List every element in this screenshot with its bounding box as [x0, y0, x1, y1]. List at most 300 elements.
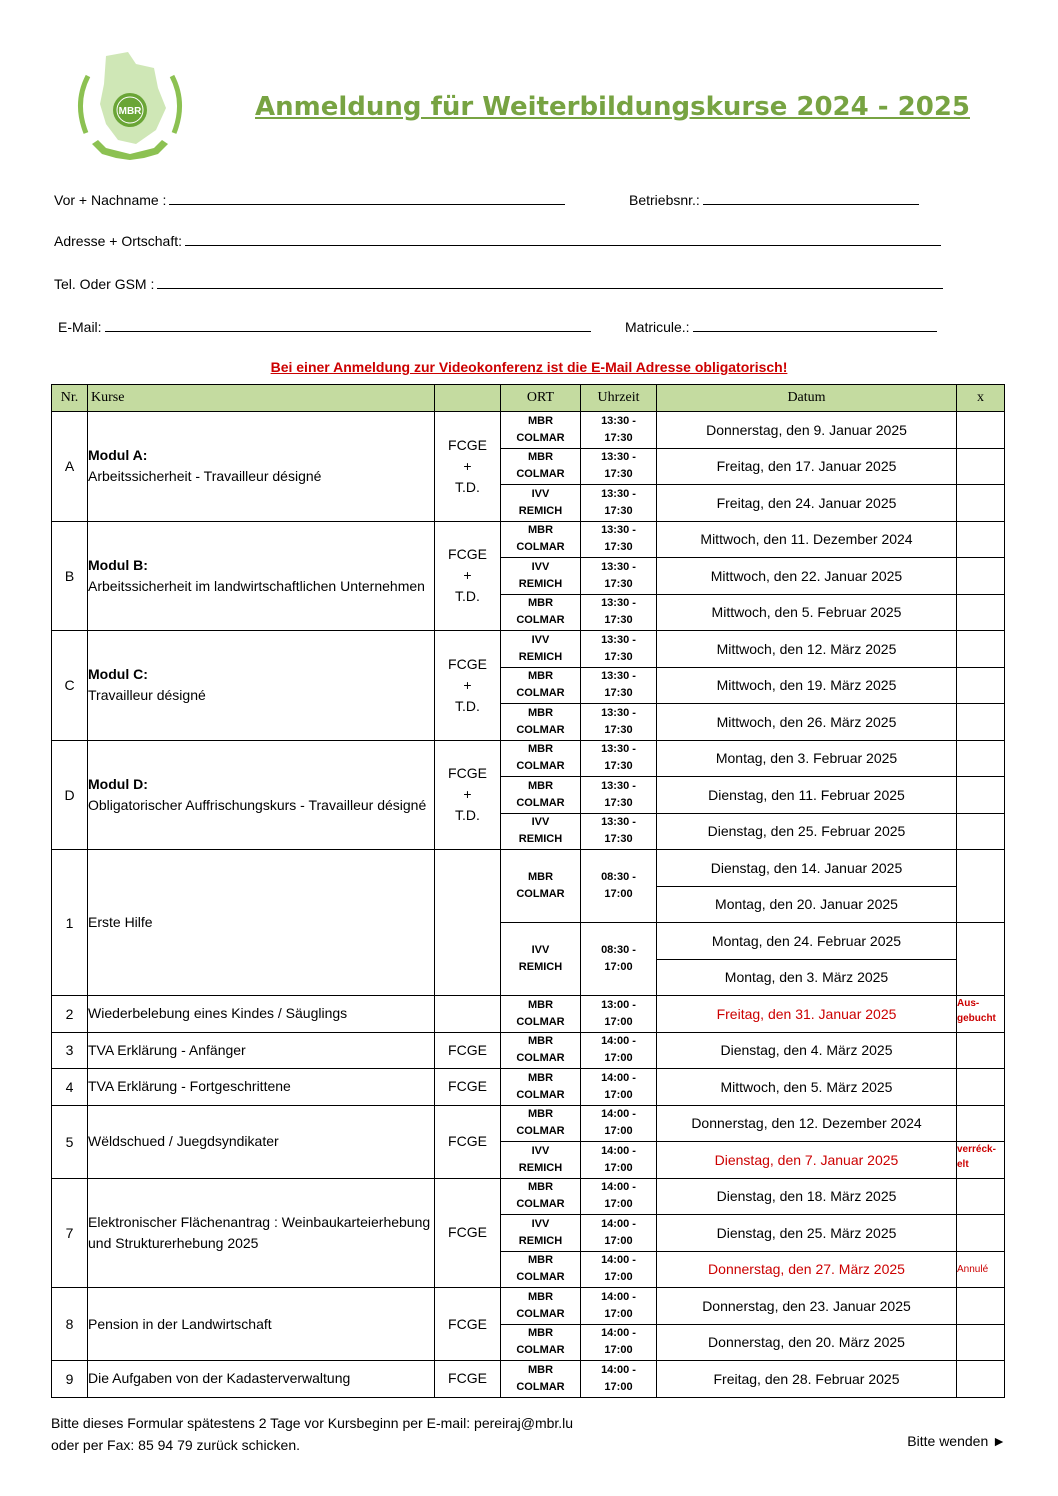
- text-line: 13:30 -: [601, 706, 636, 719]
- text-line: COLMAR: [516, 760, 565, 773]
- session-time: [581, 1324, 657, 1361]
- session-time: [581, 448, 657, 485]
- text-line: 13:30 -: [601, 524, 636, 537]
- text-line: MBR: [527, 1035, 554, 1048]
- matricule-label: Matricule.:: [625, 319, 690, 335]
- text-line: MBR: [527, 524, 554, 537]
- text-line: 17:00: [604, 1344, 633, 1357]
- course-number: 3: [52, 1032, 88, 1069]
- course-title: [88, 1178, 435, 1288]
- text-line: REMICH: [518, 650, 563, 663]
- mbr-logo: [66, 48, 194, 170]
- session-checkbox[interactable]: [957, 448, 1005, 485]
- session-checkbox[interactable]: [957, 813, 1005, 850]
- table-row: [52, 412, 1005, 449]
- text-line: REMICH: [518, 1234, 563, 1247]
- text-line: FCGE: [448, 765, 487, 782]
- session-checkbox[interactable]: [957, 740, 1005, 777]
- header-nr: Nr.: [52, 385, 88, 412]
- session-location: [501, 813, 581, 850]
- session-time: [581, 1032, 657, 1069]
- text-line: MBR: [527, 1254, 554, 1267]
- footer-line-1: Bitte dieses Formular spätestens 2 Tage vor Kursbeginn per E-mail: pereiraj@mbr.lu: [51, 1415, 574, 1431]
- text-line: REMICH: [518, 961, 563, 973]
- text-line: MBR: [527, 670, 554, 683]
- text-line: MBR: [527, 998, 554, 1011]
- text-line: 17:00: [604, 961, 633, 973]
- session-location: [501, 850, 581, 923]
- text-line: COLMAR: [516, 888, 565, 900]
- session-checkbox[interactable]: [957, 594, 1005, 631]
- session-time: [581, 558, 657, 595]
- header-ort: ORT: [501, 385, 581, 412]
- course-description: Wiederbelebung eines Kindes / Säuglings: [88, 1005, 348, 1022]
- course-organisation: FCGE: [435, 1105, 501, 1178]
- text-line: 17:30: [604, 541, 633, 554]
- session-date: Donnerstag, den 23. Januar 2025: [657, 1288, 957, 1325]
- session-checkbox[interactable]: [957, 1069, 1005, 1106]
- session-checkbox[interactable]: [957, 667, 1005, 704]
- session-date: Donnerstag, den 20. März 2025: [657, 1324, 957, 1361]
- course-number: 7: [52, 1178, 88, 1288]
- text-line: COLMAR: [516, 1271, 565, 1284]
- session-date: Dienstag, den 25. März 2025: [657, 1215, 957, 1252]
- text-line: IVV: [531, 944, 550, 956]
- session-location: [501, 1142, 581, 1179]
- header-kurse: Kurse: [88, 385, 435, 412]
- courses-table: [51, 384, 1005, 1398]
- session-date: Mittwoch, den 22. Januar 2025: [657, 558, 957, 595]
- text-line: +: [463, 457, 472, 474]
- session-location: [501, 704, 581, 741]
- text-line: COLMAR: [516, 1125, 565, 1138]
- text-line: MBR: [527, 1327, 554, 1340]
- course-title: [88, 1105, 435, 1178]
- table-row: [52, 850, 1005, 887]
- table-row: [52, 996, 1005, 1033]
- session-checkbox[interactable]: [957, 412, 1005, 449]
- text-line: 17:30: [604, 760, 633, 773]
- text-line: 13:30 -: [601, 597, 636, 610]
- text-line: 14:00 -: [601, 1035, 636, 1048]
- table-row: [52, 1105, 1005, 1142]
- text-line: MBR: [527, 743, 554, 756]
- session-location: [501, 594, 581, 631]
- session-location: [501, 448, 581, 485]
- session-time: [581, 667, 657, 704]
- page-title: Anmeldung für Weiterbildungskurse 2024 - 2025: [255, 92, 970, 122]
- text-line: 17:30: [604, 650, 633, 663]
- session-location: [501, 1215, 581, 1252]
- session-time: [581, 1215, 657, 1252]
- text-line: 17:00: [604, 1380, 633, 1393]
- table-row: [52, 1069, 1005, 1106]
- session-date: Freitag, den 24. Januar 2025: [657, 485, 957, 522]
- text-line: 14:00 -: [601, 1217, 636, 1230]
- session-checkbox[interactable]: [957, 1105, 1005, 1142]
- footer-instructions: [51, 1412, 573, 1456]
- text-line: FCGE: [448, 546, 487, 563]
- course-number: 4: [52, 1069, 88, 1106]
- session-checkbox[interactable]: [957, 1142, 1005, 1179]
- session-date: Dienstag, den 4. März 2025: [657, 1032, 957, 1069]
- session-location: [501, 1288, 581, 1325]
- text-line: 17:30: [604, 796, 633, 809]
- session-time: [581, 631, 657, 668]
- session-date: Montag, den 24. Februar 2025: [657, 923, 957, 960]
- text-line: 08:30 -: [601, 871, 636, 883]
- session-time: [581, 813, 657, 850]
- session-date: Dienstag, den 25. Februar 2025: [657, 813, 957, 850]
- text-line: IVV: [531, 487, 550, 500]
- course-organisation: FCGE: [435, 1361, 501, 1398]
- text-line: MBR: [527, 414, 554, 427]
- text-line: 17:00: [604, 1198, 633, 1211]
- email-field[interactable]: [58, 319, 591, 335]
- table-row: [52, 1288, 1005, 1325]
- text-line: 13:30 -: [601, 633, 636, 646]
- session-checkbox[interactable]: [957, 558, 1005, 595]
- session-checkbox[interactable]: Annulé: [957, 1251, 1005, 1288]
- session-location: [501, 1251, 581, 1288]
- text-line: 17:00: [604, 1052, 633, 1065]
- session-location: [501, 485, 581, 522]
- session-date: Mittwoch, den 12. März 2025: [657, 631, 957, 668]
- course-organisation: [435, 740, 501, 850]
- course-module-title: Modul B:: [88, 556, 148, 573]
- session-checkbox[interactable]: [957, 521, 1005, 558]
- session-location: [501, 1178, 581, 1215]
- table-row: [52, 1032, 1005, 1069]
- session-location: [501, 777, 581, 814]
- course-description: Obligatorischer Auffrischungskurs - Travailleur désigné: [88, 796, 427, 813]
- course-title: [88, 631, 435, 741]
- course-description: Elektronischer Flächenantrag : Weinbaukarteierhebung und Strukturerhebung 2025: [88, 1213, 431, 1251]
- session-time: [581, 923, 657, 996]
- text-line: COLMAR: [516, 1344, 565, 1357]
- text-line: MBR: [527, 1363, 554, 1376]
- text-line: MBR: [527, 1290, 554, 1303]
- course-description: Wëldschued / Juegdsyndikater: [88, 1133, 279, 1149]
- session-date: Freitag, den 17. Januar 2025: [657, 448, 957, 485]
- course-number: 9: [52, 1361, 88, 1398]
- text-line: +: [463, 676, 472, 693]
- text-line: 17:00: [604, 888, 633, 900]
- course-organisation: [435, 850, 501, 996]
- text-line: 17:00: [604, 1015, 633, 1028]
- course-number: A: [52, 412, 88, 522]
- text-line: +: [463, 786, 472, 803]
- text-line: 17:30: [604, 577, 633, 590]
- text-line: T.D.: [455, 588, 480, 605]
- session-location: [501, 1032, 581, 1069]
- course-title: [88, 1069, 435, 1106]
- course-organisation: FCGE: [435, 1069, 501, 1106]
- session-checkbox[interactable]: [957, 1032, 1005, 1069]
- session-time: [581, 1142, 657, 1179]
- course-title: [88, 521, 435, 631]
- header-uhrzeit: Uhrzeit: [581, 385, 657, 412]
- session-date: Donnerstag, den 27. März 2025: [657, 1251, 957, 1288]
- course-module-title: Modul A:: [88, 447, 148, 464]
- course-organisation: FCGE: [435, 1288, 501, 1361]
- session-location: [501, 996, 581, 1033]
- session-time: [581, 740, 657, 777]
- name-field[interactable]: [54, 192, 565, 208]
- text-line: 17:30: [604, 723, 633, 736]
- course-module-title: Modul D:: [88, 775, 148, 792]
- text-line: T.D.: [455, 478, 480, 495]
- course-number: 1: [52, 850, 88, 996]
- session-time: [581, 1105, 657, 1142]
- text-line: IVV: [531, 560, 550, 573]
- session-checkbox[interactable]: [957, 1215, 1005, 1252]
- text-line: 13:30 -: [601, 414, 636, 427]
- adresse-label: Adresse + Ortschaft:: [54, 233, 182, 249]
- text-line: COLMAR: [516, 723, 565, 736]
- course-number: 8: [52, 1288, 88, 1361]
- matricule-field[interactable]: [625, 319, 937, 335]
- session-location: [501, 1069, 581, 1106]
- text-line: 13:30 -: [601, 743, 636, 756]
- text-line: 17:00: [604, 1088, 633, 1101]
- course-number: B: [52, 521, 88, 631]
- logo-text: MBR: [118, 106, 142, 117]
- text-line: REMICH: [518, 577, 563, 590]
- text-line: COLMAR: [516, 614, 565, 627]
- text-line: 14:00 -: [601, 1071, 636, 1084]
- text-line: 17:30: [604, 431, 633, 444]
- course-organisation: [435, 631, 501, 741]
- text-line: elt: [957, 1159, 969, 1170]
- text-line: 17:00: [604, 1161, 633, 1174]
- table-row: [52, 521, 1005, 558]
- session-checkbox[interactable]: [957, 1288, 1005, 1325]
- text-line: COLMAR: [516, 468, 565, 481]
- session-date: Mittwoch, den 19. März 2025: [657, 667, 957, 704]
- session-date: Montag, den 3. März 2025: [657, 959, 957, 996]
- course-description: TVA Erklärung - Anfänger: [88, 1041, 246, 1058]
- course-module-title: Modul C:: [88, 666, 148, 683]
- text-line: 14:00 -: [601, 1290, 636, 1303]
- course-number: C: [52, 631, 88, 741]
- text-line: IVV: [531, 1217, 550, 1230]
- course-description: Erste Hilfe: [88, 914, 153, 930]
- course-description: Arbeitssicherheit - Travailleur désigné: [88, 468, 322, 485]
- session-time: [581, 485, 657, 522]
- text-line: MBR: [527, 706, 554, 719]
- session-time: [581, 1361, 657, 1398]
- text-line: MBR: [527, 1181, 554, 1194]
- session-date: Mittwoch, den 5. Februar 2025: [657, 594, 957, 631]
- table-row: [52, 1178, 1005, 1215]
- session-location: [501, 923, 581, 996]
- session-location: [501, 1105, 581, 1142]
- course-title: [88, 1288, 435, 1361]
- course-title: [88, 1361, 435, 1398]
- session-time: [581, 1178, 657, 1215]
- session-checkbox[interactable]: [957, 1324, 1005, 1361]
- text-line: 14:00 -: [601, 1108, 636, 1121]
- text-line: COLMAR: [516, 1088, 565, 1101]
- text-line: MBR: [527, 871, 554, 883]
- text-line: T.D.: [455, 807, 480, 824]
- text-line: COLMAR: [516, 687, 565, 700]
- session-time: [581, 1069, 657, 1106]
- text-line: 17:30: [604, 468, 633, 481]
- text-line: FCGE: [448, 436, 487, 453]
- session-date: Dienstag, den 11. Februar 2025: [657, 777, 957, 814]
- session-location: [501, 631, 581, 668]
- text-line: REMICH: [518, 833, 563, 846]
- session-time: [581, 521, 657, 558]
- text-line: 13:30 -: [601, 670, 636, 683]
- tel-field[interactable]: [54, 276, 943, 292]
- session-checkbox[interactable]: [957, 923, 1005, 996]
- text-line: COLMAR: [516, 1380, 565, 1393]
- text-line: 17:30: [604, 504, 633, 517]
- text-line: 13:30 -: [601, 779, 636, 792]
- header-x: x: [957, 385, 1005, 412]
- session-time: [581, 777, 657, 814]
- course-title: [88, 412, 435, 522]
- course-description: Die Aufgaben von der Kadasterverwaltung: [88, 1370, 351, 1387]
- text-line: +: [463, 567, 472, 584]
- course-organisation: FCGE: [435, 1032, 501, 1069]
- footer-line-2: oder per Fax: 85 94 79 zurück schicken.: [51, 1437, 301, 1453]
- course-number: 5: [52, 1105, 88, 1178]
- text-line: 13:30 -: [601, 451, 636, 464]
- adresse-field[interactable]: [54, 233, 941, 249]
- session-date: Mittwoch, den 26. März 2025: [657, 704, 957, 741]
- course-description: TVA Erklärung - Fortgeschrittene: [88, 1078, 291, 1095]
- session-date: Montag, den 3. Februar 2025: [657, 740, 957, 777]
- table-header-row: [52, 385, 1005, 412]
- table-row: [52, 740, 1005, 777]
- course-description: Arbeitssicherheit im landwirtschaftlichen Unternehmen: [88, 577, 425, 594]
- session-time: [581, 704, 657, 741]
- text-line: 14:00 -: [601, 1327, 636, 1340]
- text-line: COLMAR: [516, 1198, 565, 1211]
- text-line: 17:30: [604, 614, 633, 627]
- session-time: [581, 1251, 657, 1288]
- text-line: gebucht: [957, 1013, 996, 1024]
- session-date: Donnerstag, den 9. Januar 2025: [657, 412, 957, 449]
- text-line: 13:30 -: [601, 560, 636, 573]
- text-line: MBR: [527, 451, 554, 464]
- text-line: COLMAR: [516, 1307, 565, 1320]
- text-line: IVV: [531, 1144, 550, 1157]
- course-title: [88, 1032, 435, 1069]
- header-datum: Datum: [657, 385, 957, 412]
- text-line: MBR: [527, 1108, 554, 1121]
- betriebsnr-label: Betriebsnr.:: [629, 192, 700, 208]
- session-location: [501, 667, 581, 704]
- table-row: [52, 1361, 1005, 1398]
- text-line: COLMAR: [516, 1052, 565, 1065]
- text-line: FCGE: [448, 655, 487, 672]
- text-line: IVV: [531, 816, 550, 829]
- session-date: Dienstag, den 14. Januar 2025: [657, 850, 957, 887]
- course-description: Travailleur désigné: [88, 687, 206, 704]
- text-line: 13:30 -: [601, 816, 636, 829]
- session-checkbox[interactable]: [957, 485, 1005, 522]
- session-checkbox[interactable]: [957, 850, 1005, 923]
- header-organisation: [435, 385, 501, 412]
- session-date: Donnerstag, den 12. Dezember 2024: [657, 1105, 957, 1142]
- session-location: [501, 740, 581, 777]
- course-number: 2: [52, 996, 88, 1033]
- text-line: REMICH: [518, 504, 563, 517]
- course-organisation: [435, 521, 501, 631]
- session-time: [581, 594, 657, 631]
- text-line: verréck-: [957, 1144, 996, 1155]
- course-organisation: FCGE: [435, 1178, 501, 1288]
- table-row: [52, 631, 1005, 668]
- session-checkbox[interactable]: [957, 1178, 1005, 1215]
- betriebsnr-field[interactable]: [629, 192, 919, 208]
- session-date: Freitag, den 28. Februar 2025: [657, 1361, 957, 1398]
- session-checkbox[interactable]: [957, 777, 1005, 814]
- session-time: [581, 850, 657, 923]
- session-checkbox[interactable]: [957, 704, 1005, 741]
- session-location: [501, 1361, 581, 1398]
- session-checkbox[interactable]: [957, 1361, 1005, 1398]
- session-checkbox[interactable]: [957, 996, 1005, 1033]
- session-date: Dienstag, den 18. März 2025: [657, 1178, 957, 1215]
- text-line: 14:00 -: [601, 1254, 636, 1267]
- text-line: 17:00: [604, 1125, 633, 1138]
- course-organisation: [435, 412, 501, 522]
- text-line: COLMAR: [516, 541, 565, 554]
- session-time: [581, 996, 657, 1033]
- email-label: E-Mail:: [58, 319, 102, 335]
- text-line: COLMAR: [516, 1015, 565, 1028]
- session-time: [581, 412, 657, 449]
- text-line: 17:30: [604, 687, 633, 700]
- name-label: Vor + Nachname :: [54, 192, 167, 208]
- session-date: Mittwoch, den 5. März 2025: [657, 1069, 957, 1106]
- text-line: IVV: [531, 633, 550, 646]
- session-location: [501, 412, 581, 449]
- text-line: 17:00: [604, 1234, 633, 1247]
- text-line: 14:00 -: [601, 1363, 636, 1376]
- session-date: Montag, den 20. Januar 2025: [657, 886, 957, 923]
- text-line: 13:00 -: [601, 998, 636, 1011]
- text-line: MBR: [527, 597, 554, 610]
- session-checkbox[interactable]: [957, 631, 1005, 668]
- course-title: [88, 996, 435, 1033]
- course-description: Pension in der Landwirtschaft: [88, 1315, 272, 1332]
- text-line: 14:00 -: [601, 1181, 636, 1194]
- email-notice: Bei einer Anmeldung zur Videokonferenz ist die E-Mail Adresse obligatorisch!: [270, 359, 788, 375]
- course-number: D: [52, 740, 88, 850]
- text-line: COLMAR: [516, 796, 565, 809]
- text-line: 17:00: [604, 1307, 633, 1320]
- text-line: 17:30: [604, 833, 633, 846]
- text-line: Aus-: [957, 998, 980, 1009]
- session-time: [581, 1288, 657, 1325]
- session-location: [501, 521, 581, 558]
- course-title: [88, 740, 435, 850]
- text-line: 14:00 -: [601, 1144, 636, 1157]
- session-location: [501, 558, 581, 595]
- text-line: COLMAR: [516, 431, 565, 444]
- course-organisation: [435, 996, 501, 1033]
- session-location: [501, 1324, 581, 1361]
- text-line: MBR: [527, 779, 554, 792]
- text-line: REMICH: [518, 1161, 563, 1174]
